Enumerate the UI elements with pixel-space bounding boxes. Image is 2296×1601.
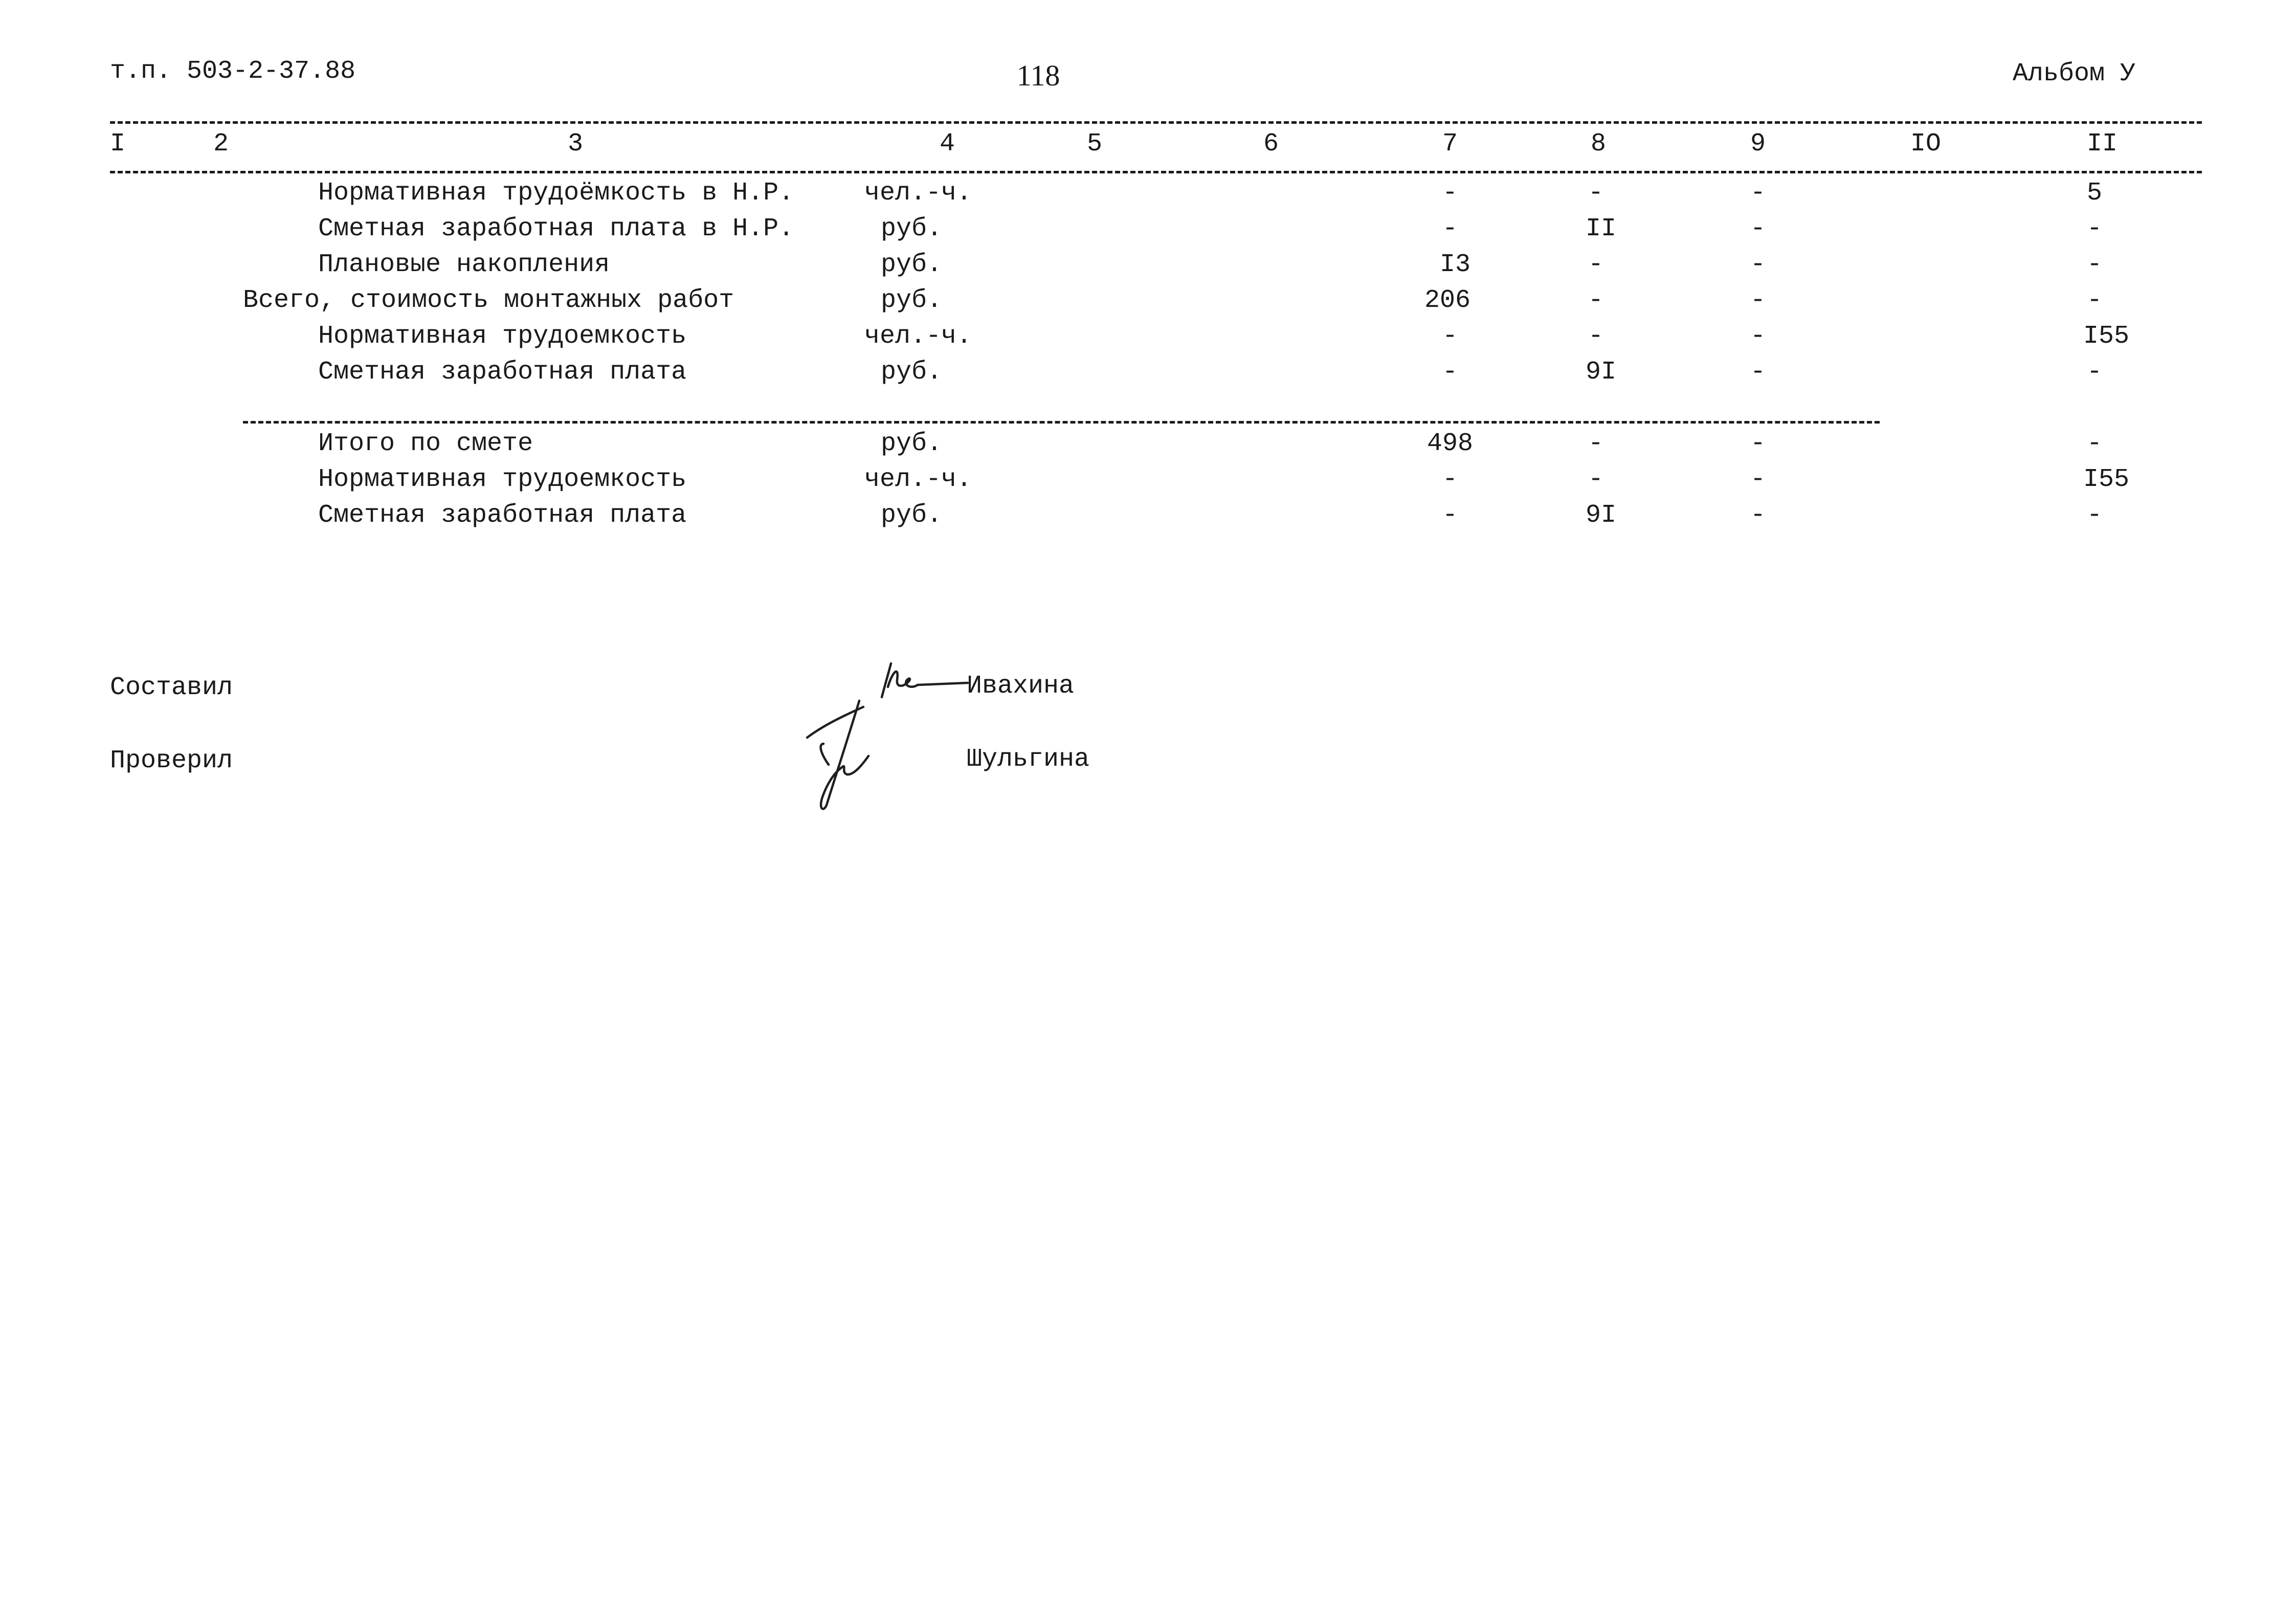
- checked-by-label: Проверил: [110, 746, 233, 775]
- col8-cell: 9I: [1585, 501, 1617, 530]
- page-number: 118: [1016, 59, 1060, 92]
- header-bottom-rule: [110, 171, 2202, 173]
- col11-cell: -: [2086, 214, 2103, 243]
- unit-cell: чел.-ч.: [864, 465, 972, 494]
- col8-cell: -: [1588, 250, 1604, 279]
- column-header-4: 4: [939, 129, 955, 159]
- row-label: Сметная заработная плата: [318, 358, 687, 387]
- col8-cell: 9I: [1585, 358, 1617, 387]
- column-header-2: 2: [213, 129, 229, 159]
- col11-cell: I55: [2083, 465, 2130, 494]
- row-label: Сметная заработная плата: [318, 501, 687, 530]
- unit-cell: руб.: [881, 286, 943, 315]
- row-label: Нормативная трудоемкость: [318, 465, 687, 494]
- unit-cell: руб.: [881, 358, 943, 387]
- column-header-1: I: [109, 129, 126, 159]
- unit-cell: руб.: [881, 214, 943, 243]
- col8-cell: -: [1588, 322, 1604, 351]
- document-reference: т.п. 503-2-37.88: [110, 57, 356, 86]
- col9-cell: -: [1750, 322, 1766, 351]
- row-label: Всего, стоимость монтажных работ: [243, 286, 734, 315]
- col9-cell: -: [1750, 286, 1766, 315]
- album-label: Альбом У: [2013, 59, 2136, 88]
- unit-cell: чел.-ч.: [864, 322, 972, 351]
- column-header-8: 8: [1590, 129, 1607, 159]
- col11-cell: -: [2086, 501, 2103, 530]
- row-label: Плановые накопления: [318, 250, 610, 279]
- checked-by-name: Шульгина: [967, 745, 1090, 774]
- column-header-11: II: [2086, 129, 2118, 159]
- col7-cell: -: [1442, 322, 1458, 351]
- row-label: Нормативная трудоёмкость в Н.Р.: [318, 179, 794, 208]
- col11-cell: -: [2086, 429, 2103, 458]
- unit-cell: руб.: [881, 501, 943, 530]
- column-header-10: IO: [1910, 129, 1942, 159]
- col7-cell: -: [1442, 501, 1458, 530]
- col7-cell: 206: [1424, 286, 1471, 315]
- totals-separator-rule: [243, 421, 1880, 424]
- col11-cell: 5: [2086, 179, 2103, 208]
- col8-cell: II: [1585, 214, 1617, 243]
- row-label: Сметная заработная плата в Н.Р.: [318, 214, 794, 243]
- col11-cell: -: [2086, 250, 2103, 279]
- col7-cell: 498: [1426, 429, 1474, 458]
- column-header-5: 5: [1086, 129, 1103, 159]
- col9-cell: -: [1750, 501, 1766, 530]
- header-top-rule: [110, 121, 2202, 124]
- col9-cell: -: [1750, 179, 1766, 208]
- col8-cell: -: [1588, 286, 1604, 315]
- column-header-3: 3: [567, 129, 584, 159]
- unit-cell: руб.: [881, 250, 943, 279]
- col7-cell: -: [1442, 465, 1458, 494]
- column-header-7: 7: [1442, 129, 1458, 159]
- col9-cell: -: [1750, 250, 1766, 279]
- checker-signature: [803, 696, 895, 813]
- col9-cell: -: [1750, 358, 1766, 387]
- col7-cell: -: [1442, 179, 1458, 208]
- column-header-9: 9: [1750, 129, 1766, 159]
- col11-cell: I55: [2083, 322, 2130, 351]
- col7-cell: -: [1442, 358, 1458, 387]
- row-label: Нормативная трудоемкость: [318, 322, 687, 351]
- unit-cell: руб.: [881, 429, 943, 458]
- col7-cell: I3: [1439, 250, 1471, 279]
- compiled-by-label: Составил: [110, 673, 233, 702]
- col8-cell: -: [1588, 465, 1604, 494]
- compiled-by-name: Ивахина: [967, 672, 1075, 701]
- col8-cell: -: [1588, 429, 1604, 458]
- col11-cell: -: [2086, 286, 2103, 315]
- column-header-6: 6: [1263, 129, 1279, 159]
- row-label: Итого по смете: [318, 429, 533, 458]
- col7-cell: -: [1442, 214, 1458, 243]
- unit-cell: чел.-ч.: [864, 179, 972, 208]
- col9-cell: -: [1750, 214, 1766, 243]
- col9-cell: -: [1750, 429, 1766, 458]
- col8-cell: -: [1588, 179, 1604, 208]
- col11-cell: -: [2086, 358, 2103, 387]
- col9-cell: -: [1750, 465, 1766, 494]
